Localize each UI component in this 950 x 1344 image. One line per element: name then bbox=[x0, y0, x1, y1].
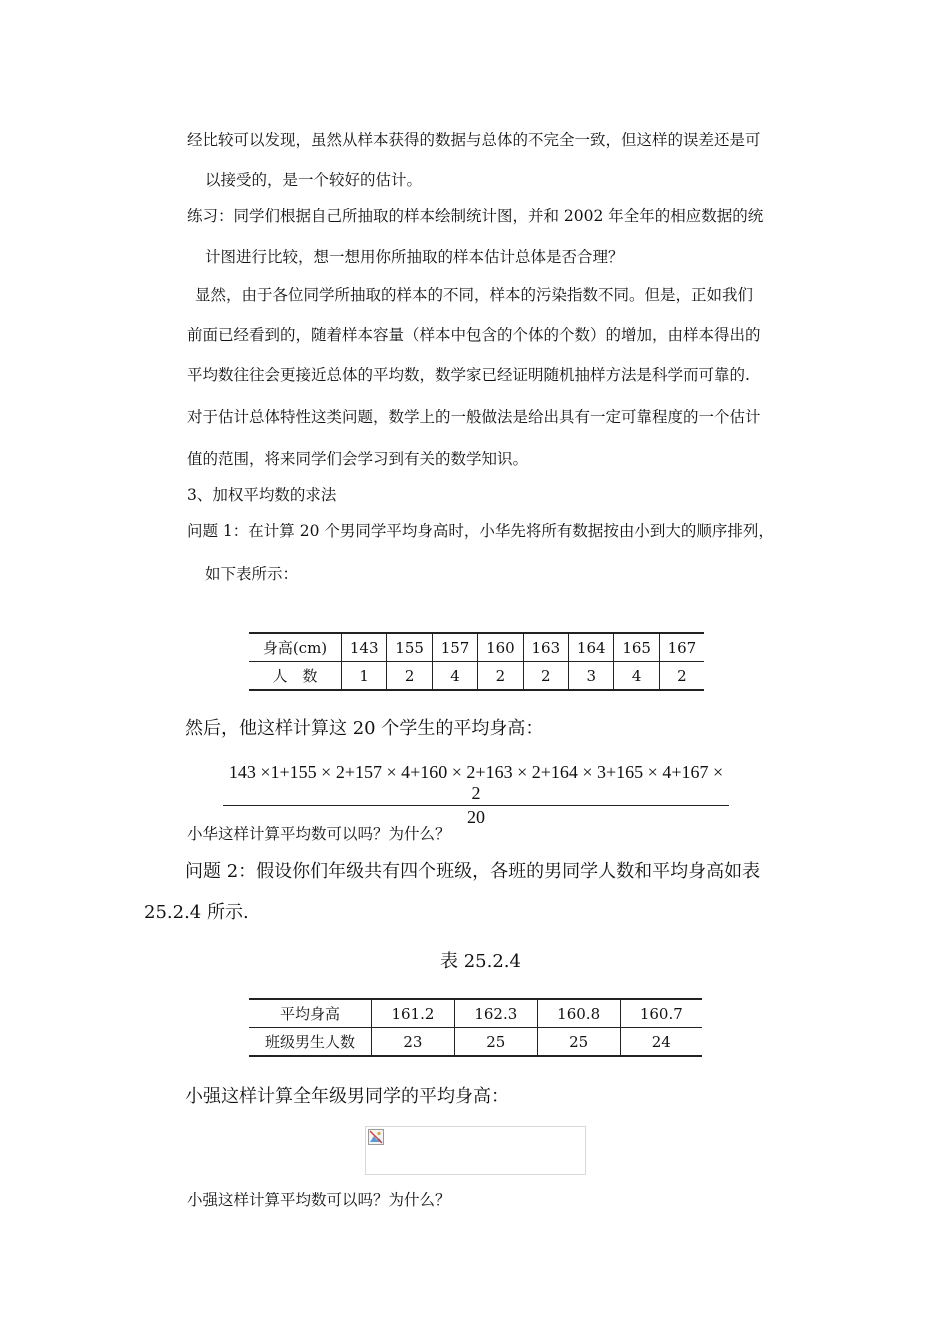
table-cell: 165 bbox=[614, 633, 659, 662]
formula-numerator: 143 ×1+155 × 2+157 × 4+160 × 2+163 × 2+164 × 3+165 × 4+167 × 2 bbox=[223, 762, 729, 806]
question-line: 小华这样计算平均数可以吗？为什么？ bbox=[187, 825, 451, 843]
exercise-line: 计图进行比较，想一想用你所抽取的样本估计总体是否合理？ bbox=[205, 248, 624, 266]
paragraph-line: 值的范围，将来同学们会学习到有关的数学知识。 bbox=[187, 450, 529, 468]
table-cell: 25 bbox=[537, 1028, 620, 1057]
table-cell: 4 bbox=[432, 662, 477, 691]
table-cell: 160.8 bbox=[537, 999, 620, 1028]
table-row-header: 班级男生人数 bbox=[249, 1028, 372, 1057]
table-row-header: 人 数 bbox=[249, 662, 342, 691]
table-cell: 24 bbox=[620, 1028, 702, 1057]
paragraph-line: 对于估计总体特性这类问题，数学上的一般做法是给出具有一定可靠程度的一个估计 bbox=[187, 408, 761, 426]
table-cell: 1 bbox=[342, 662, 387, 691]
paragraph-line: 显然，由于各位同学所抽取的样本的不同，样本的污染指数不同。但是，正如我们 bbox=[195, 286, 754, 304]
table-caption: 表 25.2.4 bbox=[440, 951, 521, 972]
table-cell: 160.7 bbox=[620, 999, 702, 1028]
table-cell: 160 bbox=[478, 633, 523, 662]
table-cell: 161.2 bbox=[372, 999, 455, 1028]
section-heading: 3、加权平均数的求法 bbox=[187, 486, 337, 504]
question-line: 如下表所示： bbox=[205, 565, 299, 583]
table-cell: 23 bbox=[372, 1028, 455, 1057]
paragraph-line: 以接受的，是一个较好的估计。 bbox=[205, 171, 423, 189]
paragraph-line: 然后，他这样计算这 20 个学生的平均身高： bbox=[185, 718, 544, 739]
paragraph-line: 小强这样计算全年级男同学的平均身高： bbox=[185, 1086, 509, 1107]
question-line: 小强这样计算平均数可以吗？为什么？ bbox=[187, 1191, 451, 1209]
table-cell: 2 bbox=[478, 662, 523, 691]
question-line: 问题 1：在计算 20 个男同学平均身高时，小华先将所有数据按由小到大的顺序排列， bbox=[187, 522, 774, 540]
table-cell: 4 bbox=[614, 662, 659, 691]
exercise-line: 练习：同学们根据自己所抽取的样本绘制统计图，并和 2002 年全年的相应数据的统 bbox=[187, 207, 764, 225]
weighted-mean-formula bbox=[223, 762, 729, 828]
table-cell: 25 bbox=[454, 1028, 537, 1057]
table-row-header: 平均身高 bbox=[249, 999, 372, 1028]
question-line: 25.2.4 所示. bbox=[144, 902, 249, 923]
table-cell: 155 bbox=[387, 633, 432, 662]
paragraph-line: 平均数往往会更接近总体的平均数，数学家已经证明随机抽样方法是科学而可靠的. bbox=[187, 366, 750, 384]
table-cell: 3 bbox=[569, 662, 614, 691]
question-line: 问题 2：假设你们年级共有四个班级，各班的男同学人数和平均身高如表 bbox=[185, 861, 761, 882]
table-cell: 2 bbox=[387, 662, 432, 691]
paragraph-line: 经比较可以发现，虽然从样本获得的数据与总体的不完全一致，但这样的误差还是可 bbox=[187, 131, 761, 149]
formula-denominator: 20 bbox=[467, 807, 485, 827]
table-cell: 157 bbox=[432, 633, 477, 662]
table-cell: 167 bbox=[659, 633, 704, 662]
table-cell: 164 bbox=[569, 633, 614, 662]
table-row-header: 身高(cm) bbox=[249, 633, 342, 662]
formula-image-placeholder bbox=[365, 1126, 586, 1175]
broken-image-icon bbox=[368, 1129, 384, 1145]
paragraph-line: 前面已经看到的，随着样本容量（样本中包含的个体的个数）的增加，由样本得出的 bbox=[187, 326, 761, 344]
height-frequency-table bbox=[249, 632, 704, 691]
table-cell: 163 bbox=[523, 633, 568, 662]
table-cell: 162.3 bbox=[454, 999, 537, 1028]
table-cell: 2 bbox=[659, 662, 704, 691]
class-height-table bbox=[249, 998, 702, 1057]
table-cell: 143 bbox=[342, 633, 387, 662]
table-cell: 2 bbox=[523, 662, 568, 691]
